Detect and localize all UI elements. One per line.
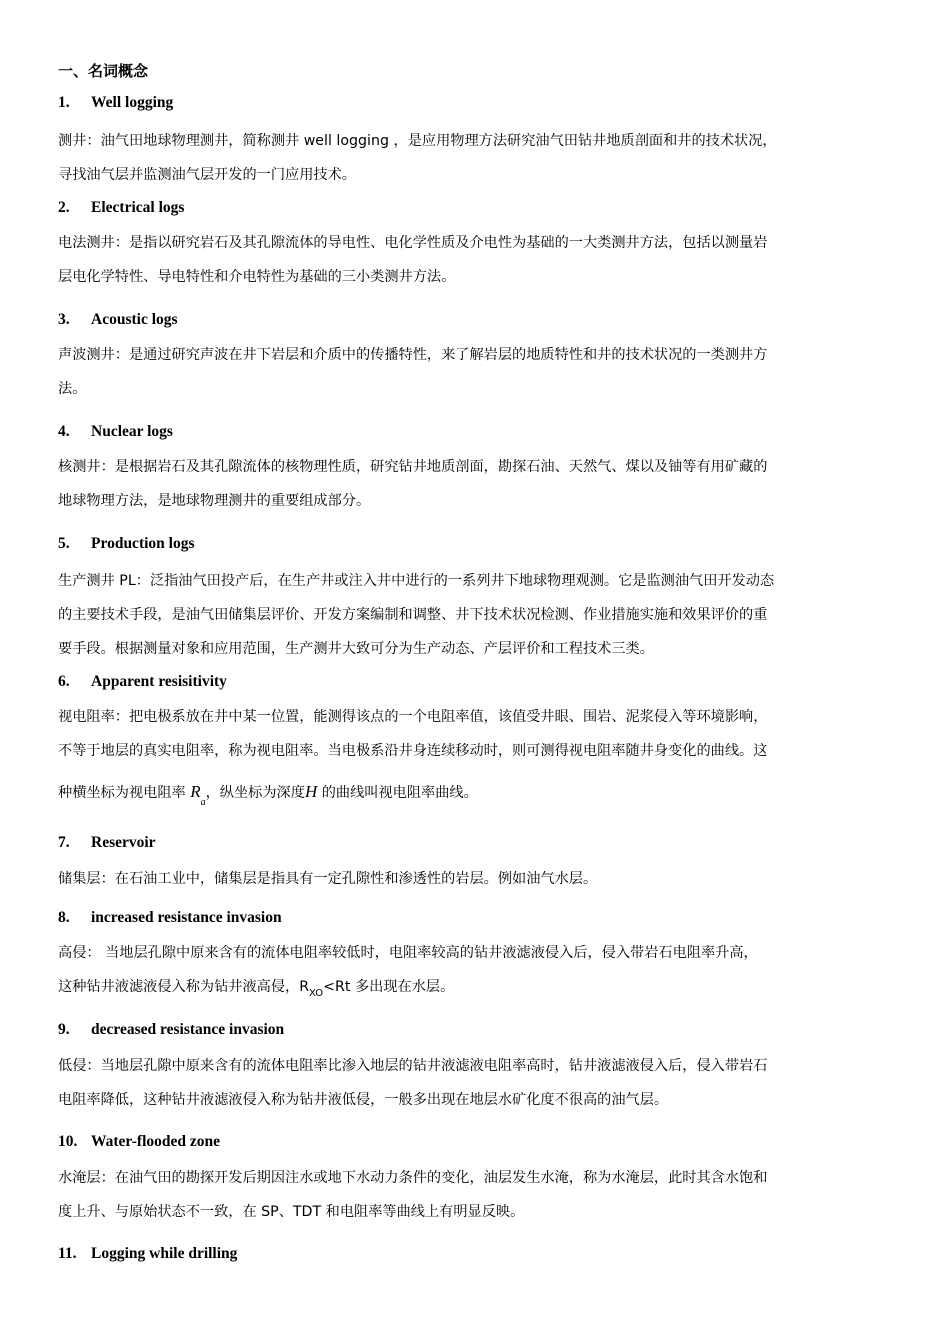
definition-line: 储集层：在石油工业中，储集层是指具有一定孔隙性和渗透性的岩层。例如油气水层。 bbox=[58, 871, 598, 887]
definition-line: 不等于地层的真实电阻率，称为视电阻率。当电极系沿井身连续移动时，则可测得视电阻率随井身变化的曲线。这 bbox=[58, 743, 768, 759]
term-definition bbox=[58, 1161, 894, 1229]
definition-line: 测井：油气田地球物理测井，简称测井 well logging ，是应用物理方法研究油气田钻井地质剖面和井的技术状况， bbox=[58, 133, 777, 149]
term-number: 9. bbox=[58, 1021, 70, 1038]
definition-line: 视电阻率：把电极系放在井中某一位置，能测得该点的一个电阻率值，该值受井眼、围岩、泥浆侵入等环境影响， bbox=[58, 709, 768, 725]
definition-line: 声波测井：是通过研究声波在井下岩层和介质中的传播特性，来了解岩层的地质特性和井的技术状况的一类测井方 bbox=[58, 347, 768, 363]
definition-line: 低侵：当地层孔隙中原来含有的流体电阻率比渗入地层的钻井液滤液电阻率高时，钻井液滤液侵入后，侵入带岩石 bbox=[58, 1058, 768, 1074]
definition-line: 高侵： 当地层孔隙中原来含有的流体电阻率较低时，电阻率较高的钻井液滤液侵入后，侵入带岩石电阻率升高， bbox=[58, 945, 758, 961]
term-heading bbox=[58, 1244, 237, 1264]
term-definition bbox=[58, 226, 894, 294]
definition-line: 生产测井 PL：泛指油气田投产后，在生产井或注入井中进行的一系列井下地球物理观测。它是监测油气田开发动态 bbox=[58, 573, 775, 589]
term-number: 10. bbox=[58, 1133, 78, 1150]
term-heading bbox=[58, 310, 178, 330]
term-heading bbox=[58, 672, 227, 692]
definition-line: 水淹层：在油气田的勘探开发后期因注水或地下水动力条件的变化，油层发生水淹，称为水淹层，此时其含水饱和 bbox=[58, 1170, 768, 1186]
definition-line: 地球物理方法，是地球物理测井的重要组成部分。 bbox=[58, 493, 371, 509]
formula-text-mid: ，纵坐标为深度 bbox=[205, 785, 305, 801]
invasion-text-post: <Rt 多出现在水层。 bbox=[323, 979, 455, 995]
term-title: Acoustic logs bbox=[91, 311, 178, 328]
term-title: Nuclear logs bbox=[91, 423, 173, 440]
definition-formula-line bbox=[58, 768, 894, 816]
term-definition bbox=[58, 338, 894, 406]
term-heading bbox=[58, 198, 184, 218]
term-number: 2. bbox=[58, 199, 70, 216]
invasion-text-pre: 这种钻井液滤液侵入称为钻井液高侵，R bbox=[58, 979, 310, 995]
term-number: 11. bbox=[58, 1245, 77, 1262]
term-number: 7. bbox=[58, 834, 70, 851]
formula-text-pre: 种横坐标为视电阻率 bbox=[58, 785, 186, 801]
term-heading bbox=[58, 1132, 220, 1152]
term-number: 3. bbox=[58, 311, 70, 328]
term-title: Reservoir bbox=[91, 834, 156, 851]
term-title: Electrical logs bbox=[91, 199, 185, 216]
term-heading bbox=[58, 534, 195, 554]
formula-text-post: 的曲线叫视电阻率曲线。 bbox=[321, 785, 478, 801]
term-definition bbox=[58, 124, 894, 192]
term-title: Production logs bbox=[91, 535, 195, 552]
definition-line: 的主要技术手段，是油气田储集层评价、开发方案编制和调整、井下技术状况检测、作业措施实施和效果评价的重 bbox=[58, 607, 768, 623]
definition-line: 寻找油气层并监测油气层开发的一门应用技术。 bbox=[58, 167, 356, 183]
definition-line: 电阻率降低，这种钻井液滤液侵入称为钻井液低侵，一般多出现在地层水矿化度不很高的油气层。 bbox=[58, 1092, 669, 1108]
xo-subscript: XO bbox=[309, 988, 324, 999]
term-number: 4. bbox=[58, 423, 70, 440]
term-number: 8. bbox=[58, 909, 70, 926]
depth-symbol: H bbox=[304, 782, 318, 801]
definition-line: 度上升、与原始状态不一致，在 SP、TDT 和电阻率等曲线上有明显反映。 bbox=[58, 1204, 525, 1220]
term-heading bbox=[58, 93, 173, 113]
definition-line: 电法测井：是指以研究岩石及其孔隙流体的导电性、电化学性质及介电性为基础的一大类测井方法，包括以测量岩 bbox=[58, 235, 768, 251]
definition-line: 层电化学特性、导电特性和介电特性为基础的三小类测井方法。 bbox=[58, 269, 456, 285]
term-definition bbox=[58, 700, 894, 816]
resistivity-symbol: R bbox=[190, 782, 201, 801]
term-title: increased resistance invasion bbox=[91, 909, 282, 926]
term-title: Well logging bbox=[91, 94, 174, 111]
term-number: 5. bbox=[58, 535, 70, 552]
term-number: 6. bbox=[58, 673, 70, 690]
term-heading bbox=[58, 833, 156, 853]
term-definition bbox=[58, 450, 894, 518]
term-title: Logging while drilling bbox=[91, 1245, 238, 1262]
term-definition bbox=[58, 936, 894, 1004]
term-title: Apparent resisitivity bbox=[91, 673, 227, 690]
definition-line: 核测井：是根据岩石及其孔隙流体的核物理性质，研究钻井地质剖面，勘探石油、天然气、煤以及铀等有用矿藏的 bbox=[58, 459, 768, 475]
term-definition bbox=[58, 564, 894, 666]
definition-subscript-line bbox=[58, 970, 894, 1004]
term-heading bbox=[58, 908, 282, 928]
term-number: 1. bbox=[58, 94, 70, 111]
term-definition bbox=[58, 1049, 894, 1117]
term-heading bbox=[58, 1020, 284, 1040]
definition-line: 法。 bbox=[58, 381, 87, 397]
term-heading bbox=[58, 422, 173, 442]
definition-line: 要手段。根据测量对象和应用范围，生产测井大致可分为生产动态、产层评价和工程技术三类。 bbox=[58, 641, 654, 657]
resistivity-subscript: a bbox=[200, 797, 206, 808]
section-heading: 一、名词概念 bbox=[58, 62, 149, 80]
term-title: Water-flooded zone bbox=[91, 1133, 220, 1150]
term-definition bbox=[58, 862, 894, 896]
term-title: decreased resistance invasion bbox=[91, 1021, 285, 1038]
